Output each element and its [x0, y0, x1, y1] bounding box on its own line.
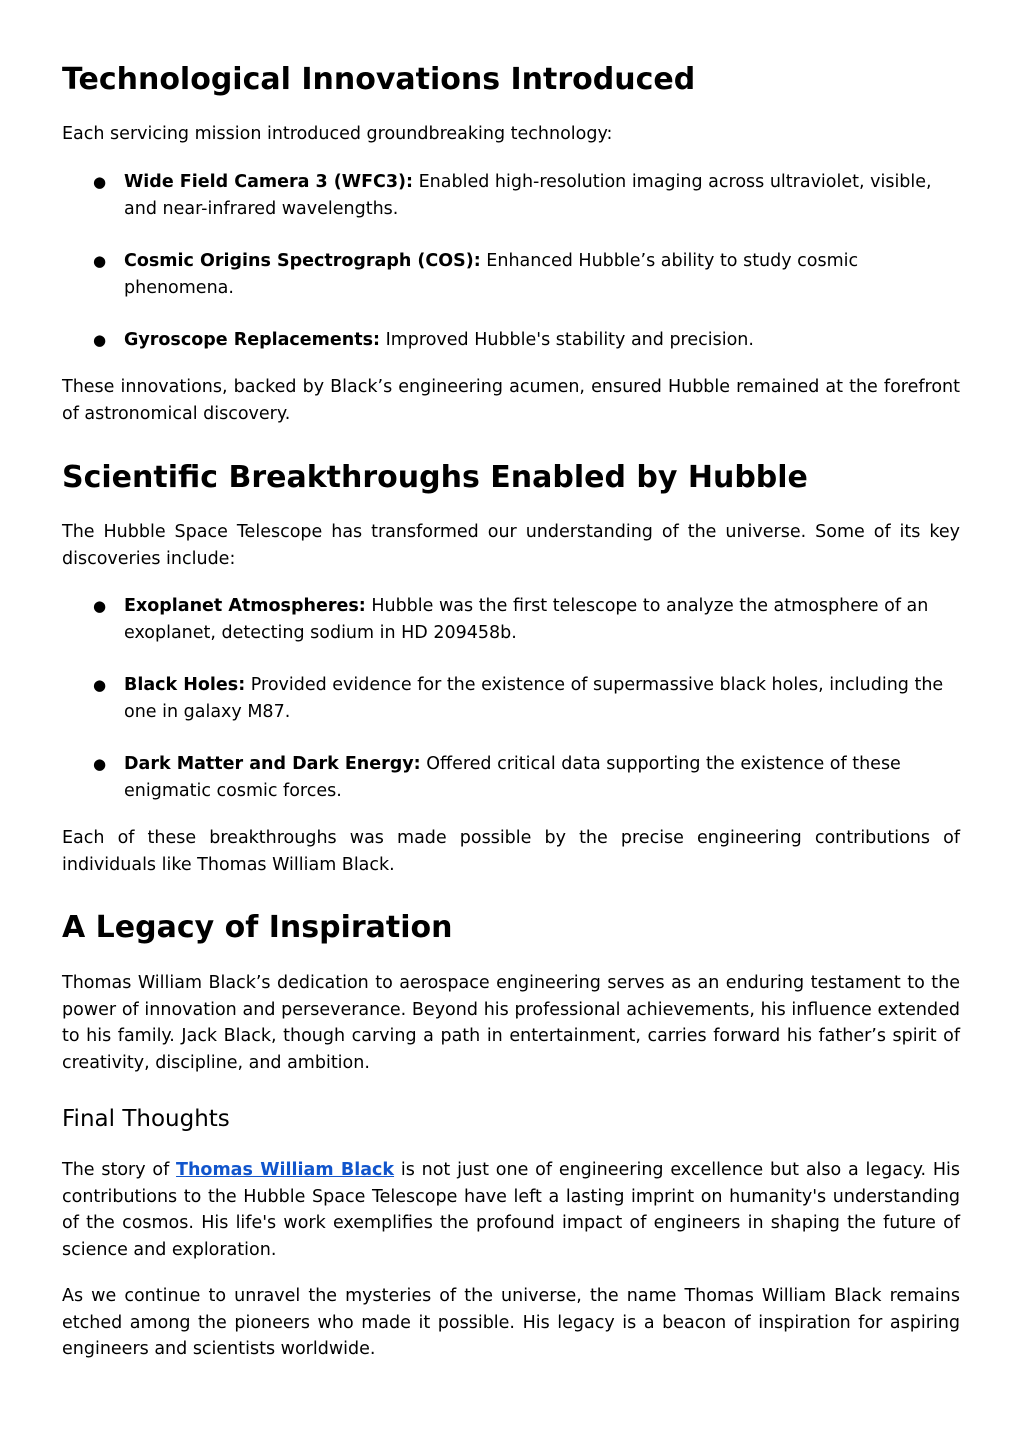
list-item-text: Provided evidence for the existence of supermassive black holes, including the one in galaxy M87.: [124, 675, 944, 722]
list-item-text: Offered critical data supporting the existence of these enigmatic cosmic forces.: [124, 754, 901, 801]
bullet-icon: ●: [93, 597, 107, 615]
heading-scientific-breakthroughs: Scientific Breakthroughs Enabled by Hubble: [62, 460, 808, 495]
list-item-term: Black Holes:: [124, 675, 246, 695]
list-item-term: Exoplanet Atmospheres:: [124, 596, 366, 616]
list-item-text: Enhanced Hubble’s ability to study cosmic phenomena.: [124, 251, 859, 298]
heading-final-thoughts: Final Thoughts: [62, 1106, 230, 1132]
thomas-william-black-link[interactable]: Thomas William Black: [176, 1160, 395, 1180]
section4-para1: The story of Thomas William Black is not just one of engineering excellence but also a legacy. His contributions to the Hubble Space Telescope have left a lasting imprint on humanity's understanding of the cosmos. His life's work exemplifies the profound impact of engineers in shaping the future of science and exploration.: [62, 1160, 960, 1260]
bullet-icon: ●: [93, 755, 107, 773]
list-item-term: Gyroscope Replacements:: [124, 330, 380, 350]
section2-intro: The Hubble Space Telescope has transformed our understanding of the universe. Some of its key discoveries include:: [62, 522, 960, 569]
heading-legacy-of-inspiration: A Legacy of Inspiration: [62, 910, 453, 945]
heading-technological-innovations: Technological Innovations Introduced: [62, 62, 696, 97]
list-item-text: Enabled high-resolution imaging across ultraviolet, visible, and near-infrared wavelengths.: [124, 172, 932, 219]
list-item-term: Wide Field Camera 3 (WFC3):: [124, 172, 414, 192]
list-item-term: Cosmic Origins Spectrograph (COS):: [124, 251, 481, 271]
section1-outro: These innovations, backed by Black’s engineering acumen, ensured Hubble remained at the forefront of astronomical discovery.: [62, 377, 960, 424]
bullet-icon: ●: [93, 252, 107, 270]
list-item-text: Improved Hubble's stability and precision.: [380, 330, 754, 350]
bullet-icon: ●: [93, 173, 107, 191]
section4-para2: As we continue to unravel the mysteries of the universe, the name Thomas William Black remains etched among the pioneers who made it possible. His legacy is a beacon of inspiration for aspiring engineers and scientists worldwide.: [62, 1286, 960, 1359]
section3-body: Thomas William Black’s dedication to aerospace engineering serves as an enduring testament to the power of innovation and perseverance. Beyond his professional achievements, his influence extended to his family. Jack Black, though carving a path in entertainment, carries forward his father’s spirit of creativity, discipline, and ambition.: [62, 973, 960, 1073]
section1-intro: Each servicing mission introduced groundbreaking technology:: [62, 124, 613, 144]
section2-outro: Each of these breakthroughs was made possible by the precise engineering contributions of individuals like Thomas William Black.: [62, 828, 960, 875]
bullet-icon: ●: [93, 676, 107, 694]
list-item-text: Hubble was the first telescope to analyze the atmosphere of an exoplanet, detecting sodium in HD 209458b.: [124, 596, 929, 643]
bullet-icon: ●: [93, 331, 107, 349]
list-item-term: Dark Matter and Dark Energy:: [124, 754, 421, 774]
